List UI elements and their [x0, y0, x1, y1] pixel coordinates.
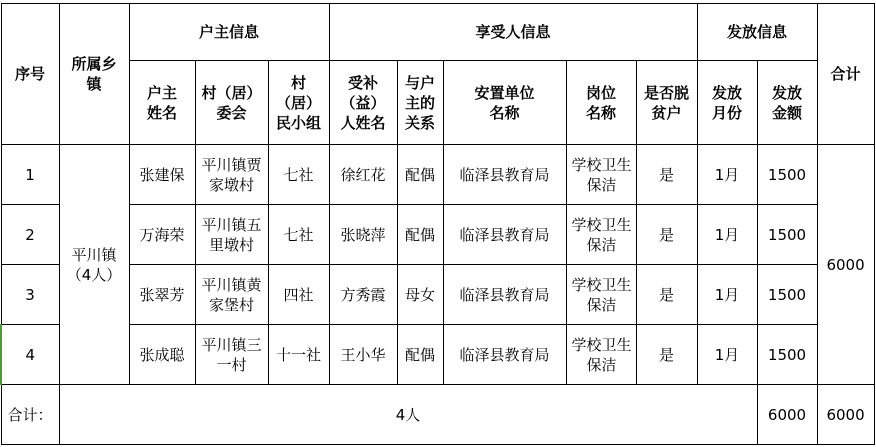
- header-employer: [443, 61, 566, 145]
- header-issue-group: 发放信息: [697, 4, 817, 61]
- cell-village-text: 平川镇贾家墩村: [201, 155, 262, 194]
- header-poverty-text: 是否脱贫户: [643, 83, 689, 122]
- cell-township-text: 平川镇（4人）: [66, 245, 122, 284]
- cell-poverty: 是: [636, 325, 697, 385]
- cell-village: [195, 325, 268, 385]
- table-row: [1, 325, 874, 385]
- header-beneficiary-name: [329, 61, 397, 145]
- header-township: [59, 4, 129, 145]
- cell-village-text: 平川镇五里墩村: [201, 215, 262, 254]
- header-amount: [757, 61, 817, 145]
- cell-beneficiary: 徐红花: [329, 145, 397, 205]
- footer-total: 6000: [817, 385, 874, 445]
- header-employer-text: 安置单位名称: [474, 83, 535, 122]
- cell-village: [195, 205, 268, 265]
- cell-employer: 临泽县教育局: [443, 205, 566, 265]
- cell-poverty: 是: [636, 205, 697, 265]
- header-post-text: 岗位名称: [585, 83, 616, 122]
- header-poverty: [636, 61, 697, 145]
- header-amount-text: 发放金额: [772, 83, 803, 122]
- header-seq: 序号: [1, 4, 59, 145]
- cell-village: [195, 145, 268, 205]
- cell-group: 四社: [268, 265, 329, 325]
- header-month: [697, 61, 757, 145]
- cell-poverty: 是: [636, 265, 697, 325]
- cell-amount: 1500: [757, 145, 817, 205]
- cell-seq: 2: [1, 205, 59, 265]
- header-relation: [397, 61, 443, 145]
- header-total: 合计: [817, 4, 874, 145]
- cell-month: 1月: [697, 325, 757, 385]
- cell-village-text: 平川镇黄家堡村: [201, 275, 262, 314]
- cell-relation: 配偶: [397, 205, 443, 265]
- table-row: [1, 145, 874, 205]
- header-post: [566, 61, 636, 145]
- cell-township: [59, 145, 129, 385]
- cell-employer: 临泽县教育局: [443, 145, 566, 205]
- cell-post: [566, 205, 636, 265]
- footer-row: [1, 385, 874, 445]
- cell-seq: 4: [1, 325, 59, 385]
- cell-post-text: 学校卫生保洁: [571, 335, 632, 374]
- cell-head: 万海荣: [129, 205, 195, 265]
- table-row: [1, 205, 874, 265]
- cell-group: 七社: [268, 145, 329, 205]
- cell-amount: 1500: [757, 265, 817, 325]
- cell-head: 张成聪: [129, 325, 195, 385]
- footer-amount: 6000: [757, 385, 817, 445]
- cell-seq: 3: [1, 265, 59, 325]
- cell-employer: 临泽县教育局: [443, 265, 566, 325]
- cell-amount: 1500: [757, 325, 817, 385]
- cell-relation: 配偶: [397, 145, 443, 205]
- cell-group: 十一社: [268, 325, 329, 385]
- cell-beneficiary: 王小华: [329, 325, 397, 385]
- cell-month: 1月: [697, 265, 757, 325]
- cell-post: [566, 145, 636, 205]
- header-head-name-text: 户主姓名: [146, 83, 177, 122]
- header-beneficiary-name-text: 受补（益）人姓名: [340, 73, 386, 132]
- cell-seq: 1: [1, 145, 59, 205]
- cell-head: 张翠芳: [129, 265, 195, 325]
- header-month-text: 发放月份: [712, 83, 743, 122]
- header-relation-text: 与户主的关系: [404, 73, 435, 132]
- header-row-2: [1, 61, 874, 145]
- header-group: [268, 61, 329, 145]
- cell-relation: 配偶: [397, 325, 443, 385]
- cell-village-text: 平川镇三一村: [201, 335, 262, 374]
- cell-month: 1月: [697, 145, 757, 205]
- cell-post-text: 学校卫生保洁: [571, 275, 632, 314]
- header-village-text: 村（居）委会: [201, 83, 262, 122]
- cell-post-text: 学校卫生保洁: [571, 155, 632, 194]
- table-row: [1, 265, 874, 325]
- header-group-text: 村（居）民小组: [275, 73, 321, 132]
- header-household-group: 户主信息: [129, 4, 329, 61]
- cell-beneficiary: 张晓萍: [329, 205, 397, 265]
- header-village: [195, 61, 268, 145]
- header-row-1: [1, 4, 874, 61]
- cell-group: 七社: [268, 205, 329, 265]
- header-township-text: 所属乡镇: [71, 55, 117, 93]
- cell-amount: 1500: [757, 205, 817, 265]
- cell-row-total: 6000: [817, 145, 874, 385]
- cell-employer: 临泽县教育局: [443, 325, 566, 385]
- subsidy-table: [0, 3, 875, 445]
- cell-month: 1月: [697, 205, 757, 265]
- cell-post-text: 学校卫生保洁: [571, 215, 632, 254]
- cell-post: [566, 325, 636, 385]
- cell-post: [566, 265, 636, 325]
- cell-poverty: 是: [636, 145, 697, 205]
- cell-beneficiary: 方秀霞: [329, 265, 397, 325]
- cell-village: [195, 265, 268, 325]
- cell-head: 张建保: [129, 145, 195, 205]
- footer-people: 4人: [59, 385, 757, 445]
- cell-relation: 母女: [397, 265, 443, 325]
- header-head-name: [129, 61, 195, 145]
- header-beneficiary-group: 享受人信息: [329, 4, 697, 61]
- footer-label: 合计：: [1, 385, 59, 445]
